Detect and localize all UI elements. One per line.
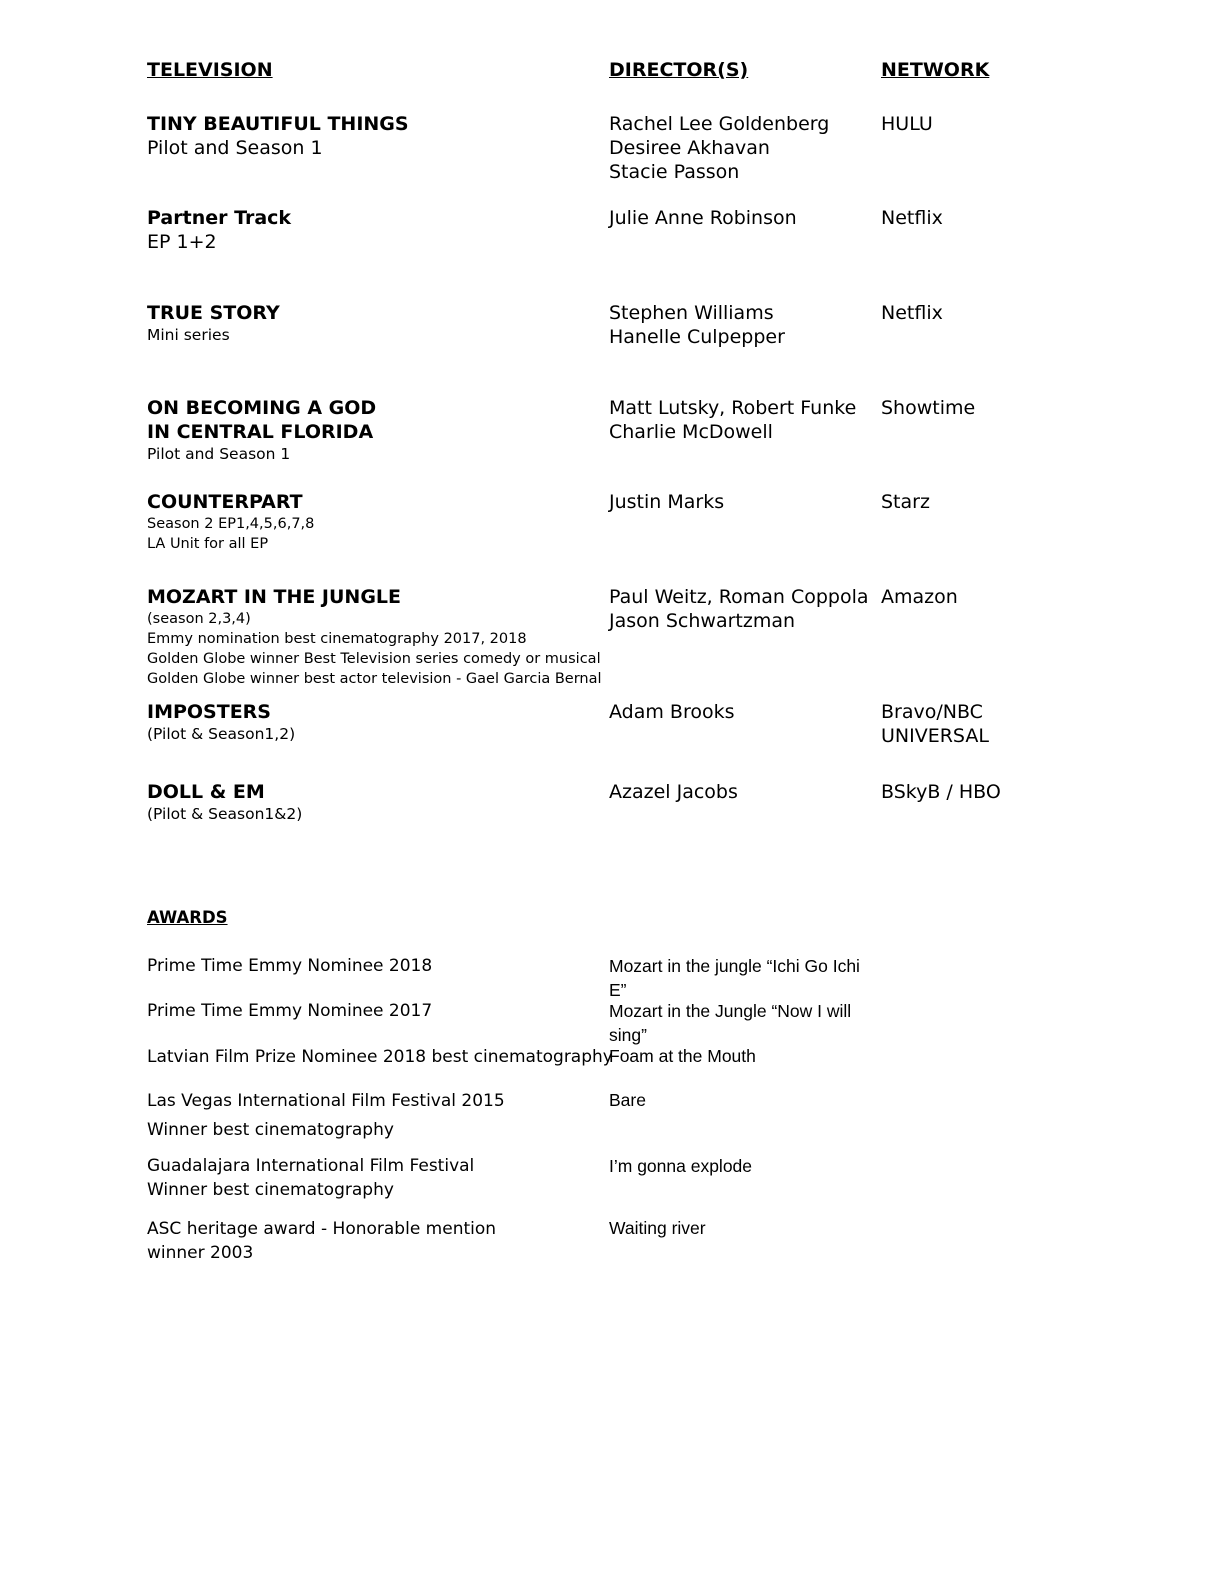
award-project: Mozart in the jungle “Ichi Go Ichi E” xyxy=(609,956,860,1000)
show-directors xyxy=(609,112,829,184)
show-subtitle: Season 2 EP1,4,5,6,7,8 xyxy=(147,516,315,532)
show-directors xyxy=(609,700,735,724)
show-network xyxy=(881,585,958,609)
award-project: Waiting river xyxy=(609,1218,706,1238)
director-name: Julie Anne Robinson xyxy=(609,207,797,229)
show-title-block xyxy=(147,396,376,464)
network-name: Amazon xyxy=(881,586,958,608)
show-title: Partner Track xyxy=(147,207,292,229)
network-name: Starz xyxy=(881,491,930,513)
show-title-block xyxy=(147,780,302,824)
show-title: TINY BEAUTIFUL THINGS xyxy=(147,113,409,135)
director-name: Charlie McDowell xyxy=(609,421,773,443)
award-name xyxy=(147,954,432,978)
show-title: TRUE STORY xyxy=(147,302,280,324)
award-line: Guadalajara International Film Festival xyxy=(147,1156,475,1176)
director-name: Stacie Passon xyxy=(609,161,740,183)
header-directors: DIRECTOR(S) xyxy=(609,59,749,81)
award-name xyxy=(147,1217,496,1265)
network-name: Bravo/NBC xyxy=(881,701,983,723)
director-name: Jason Schwartzman xyxy=(609,610,796,632)
award-name xyxy=(147,1045,613,1069)
show-subtitle: (season 2,3,4) xyxy=(147,611,251,627)
award-name xyxy=(147,1087,505,1145)
show-network xyxy=(881,206,943,230)
award-name xyxy=(147,1154,474,1202)
network-name: Netflix xyxy=(881,207,943,229)
show-subtitle: (Pilot & Season1,2) xyxy=(147,725,296,743)
show-subtitle: Emmy nomination best cinematography 2017, 2018 xyxy=(147,631,527,647)
show-network xyxy=(881,396,975,420)
header-television: TELEVISION xyxy=(147,59,273,81)
award-line: ASC heritage award - Honorable mention xyxy=(147,1219,497,1239)
show-directors xyxy=(609,585,869,633)
show-title: ON BECOMING A GOD xyxy=(147,397,377,419)
show-network xyxy=(881,700,989,748)
award-line: Latvian Film Prize Nominee 2018 best cinematography xyxy=(147,1047,613,1067)
award-line: Las Vegas International Film Festival 2015 xyxy=(147,1091,505,1111)
network-name: UNIVERSAL xyxy=(881,725,989,747)
award-project: Mozart in the Jungle “Now I will sing” xyxy=(609,1001,852,1045)
award-project: I’m gonna explode xyxy=(609,1156,753,1176)
network-name: BSkyB / HBO xyxy=(881,781,1001,803)
award-line: Prime Time Emmy Nominee 2017 xyxy=(147,1001,433,1021)
award-project: Bare xyxy=(609,1090,646,1110)
show-network xyxy=(881,780,1001,804)
director-name: Matt Lutsky, Robert Funke xyxy=(609,397,857,419)
director-name: Hanelle Culpepper xyxy=(609,326,785,348)
show-title: IN CENTRAL FLORIDA xyxy=(147,421,374,443)
show-title-block xyxy=(147,700,295,744)
show-title: COUNTERPART xyxy=(147,491,303,513)
show-title-block xyxy=(147,585,602,689)
award-line: Winner best cinematography xyxy=(147,1120,394,1140)
director-name: Desiree Akhavan xyxy=(609,137,770,159)
show-directors xyxy=(609,301,785,349)
award-line: winner 2003 xyxy=(147,1243,254,1263)
show-directors xyxy=(609,396,856,444)
show-network xyxy=(881,301,943,325)
show-title: IMPOSTERS xyxy=(147,701,271,723)
show-subtitle: (Pilot & Season1&2) xyxy=(147,805,303,823)
show-subtitle: Mini series xyxy=(147,326,230,344)
show-network xyxy=(881,490,930,514)
director-name: Paul Weitz, Roman Coppola xyxy=(609,586,869,608)
show-title-block xyxy=(147,490,314,554)
show-directors xyxy=(609,490,724,514)
awards-header: AWARDS xyxy=(147,908,228,927)
show-subtitle: Pilot and Season 1 xyxy=(147,445,291,463)
award-name xyxy=(147,999,432,1023)
network-name: Showtime xyxy=(881,397,976,419)
show-title-block xyxy=(147,301,280,345)
show-network xyxy=(881,112,933,136)
show-subtitle: Pilot and Season 1 xyxy=(147,137,323,159)
show-directors xyxy=(609,780,738,804)
show-directors xyxy=(609,206,797,230)
director-name: Justin Marks xyxy=(609,491,725,513)
show-title-block xyxy=(147,112,409,160)
show-subtitle: EP 1+2 xyxy=(147,231,217,253)
show-subtitle: Golden Globe winner Best Television series comedy or musical xyxy=(147,651,601,667)
director-name: Stephen Williams xyxy=(609,302,774,324)
director-name: Adam Brooks xyxy=(609,701,735,723)
show-subtitle: LA Unit for all EP xyxy=(147,536,269,552)
network-name: HULU xyxy=(881,113,933,135)
header-network: NETWORK xyxy=(881,59,990,81)
show-title: DOLL & EM xyxy=(147,781,265,803)
award-line: Winner best cinematography xyxy=(147,1180,394,1200)
award-line: Prime Time Emmy Nominee 2018 xyxy=(147,956,433,976)
director-name: Rachel Lee Goldenberg xyxy=(609,113,830,135)
director-name: Azazel Jacobs xyxy=(609,781,738,803)
award-project: Foam at the Mouth xyxy=(609,1046,756,1066)
show-title: MOZART IN THE JUNGLE xyxy=(147,586,402,608)
show-subtitle: Golden Globe winner best actor television - Gael Garcia Bernal xyxy=(147,671,602,687)
network-name: Netflix xyxy=(881,302,943,324)
show-title-block xyxy=(147,206,291,254)
